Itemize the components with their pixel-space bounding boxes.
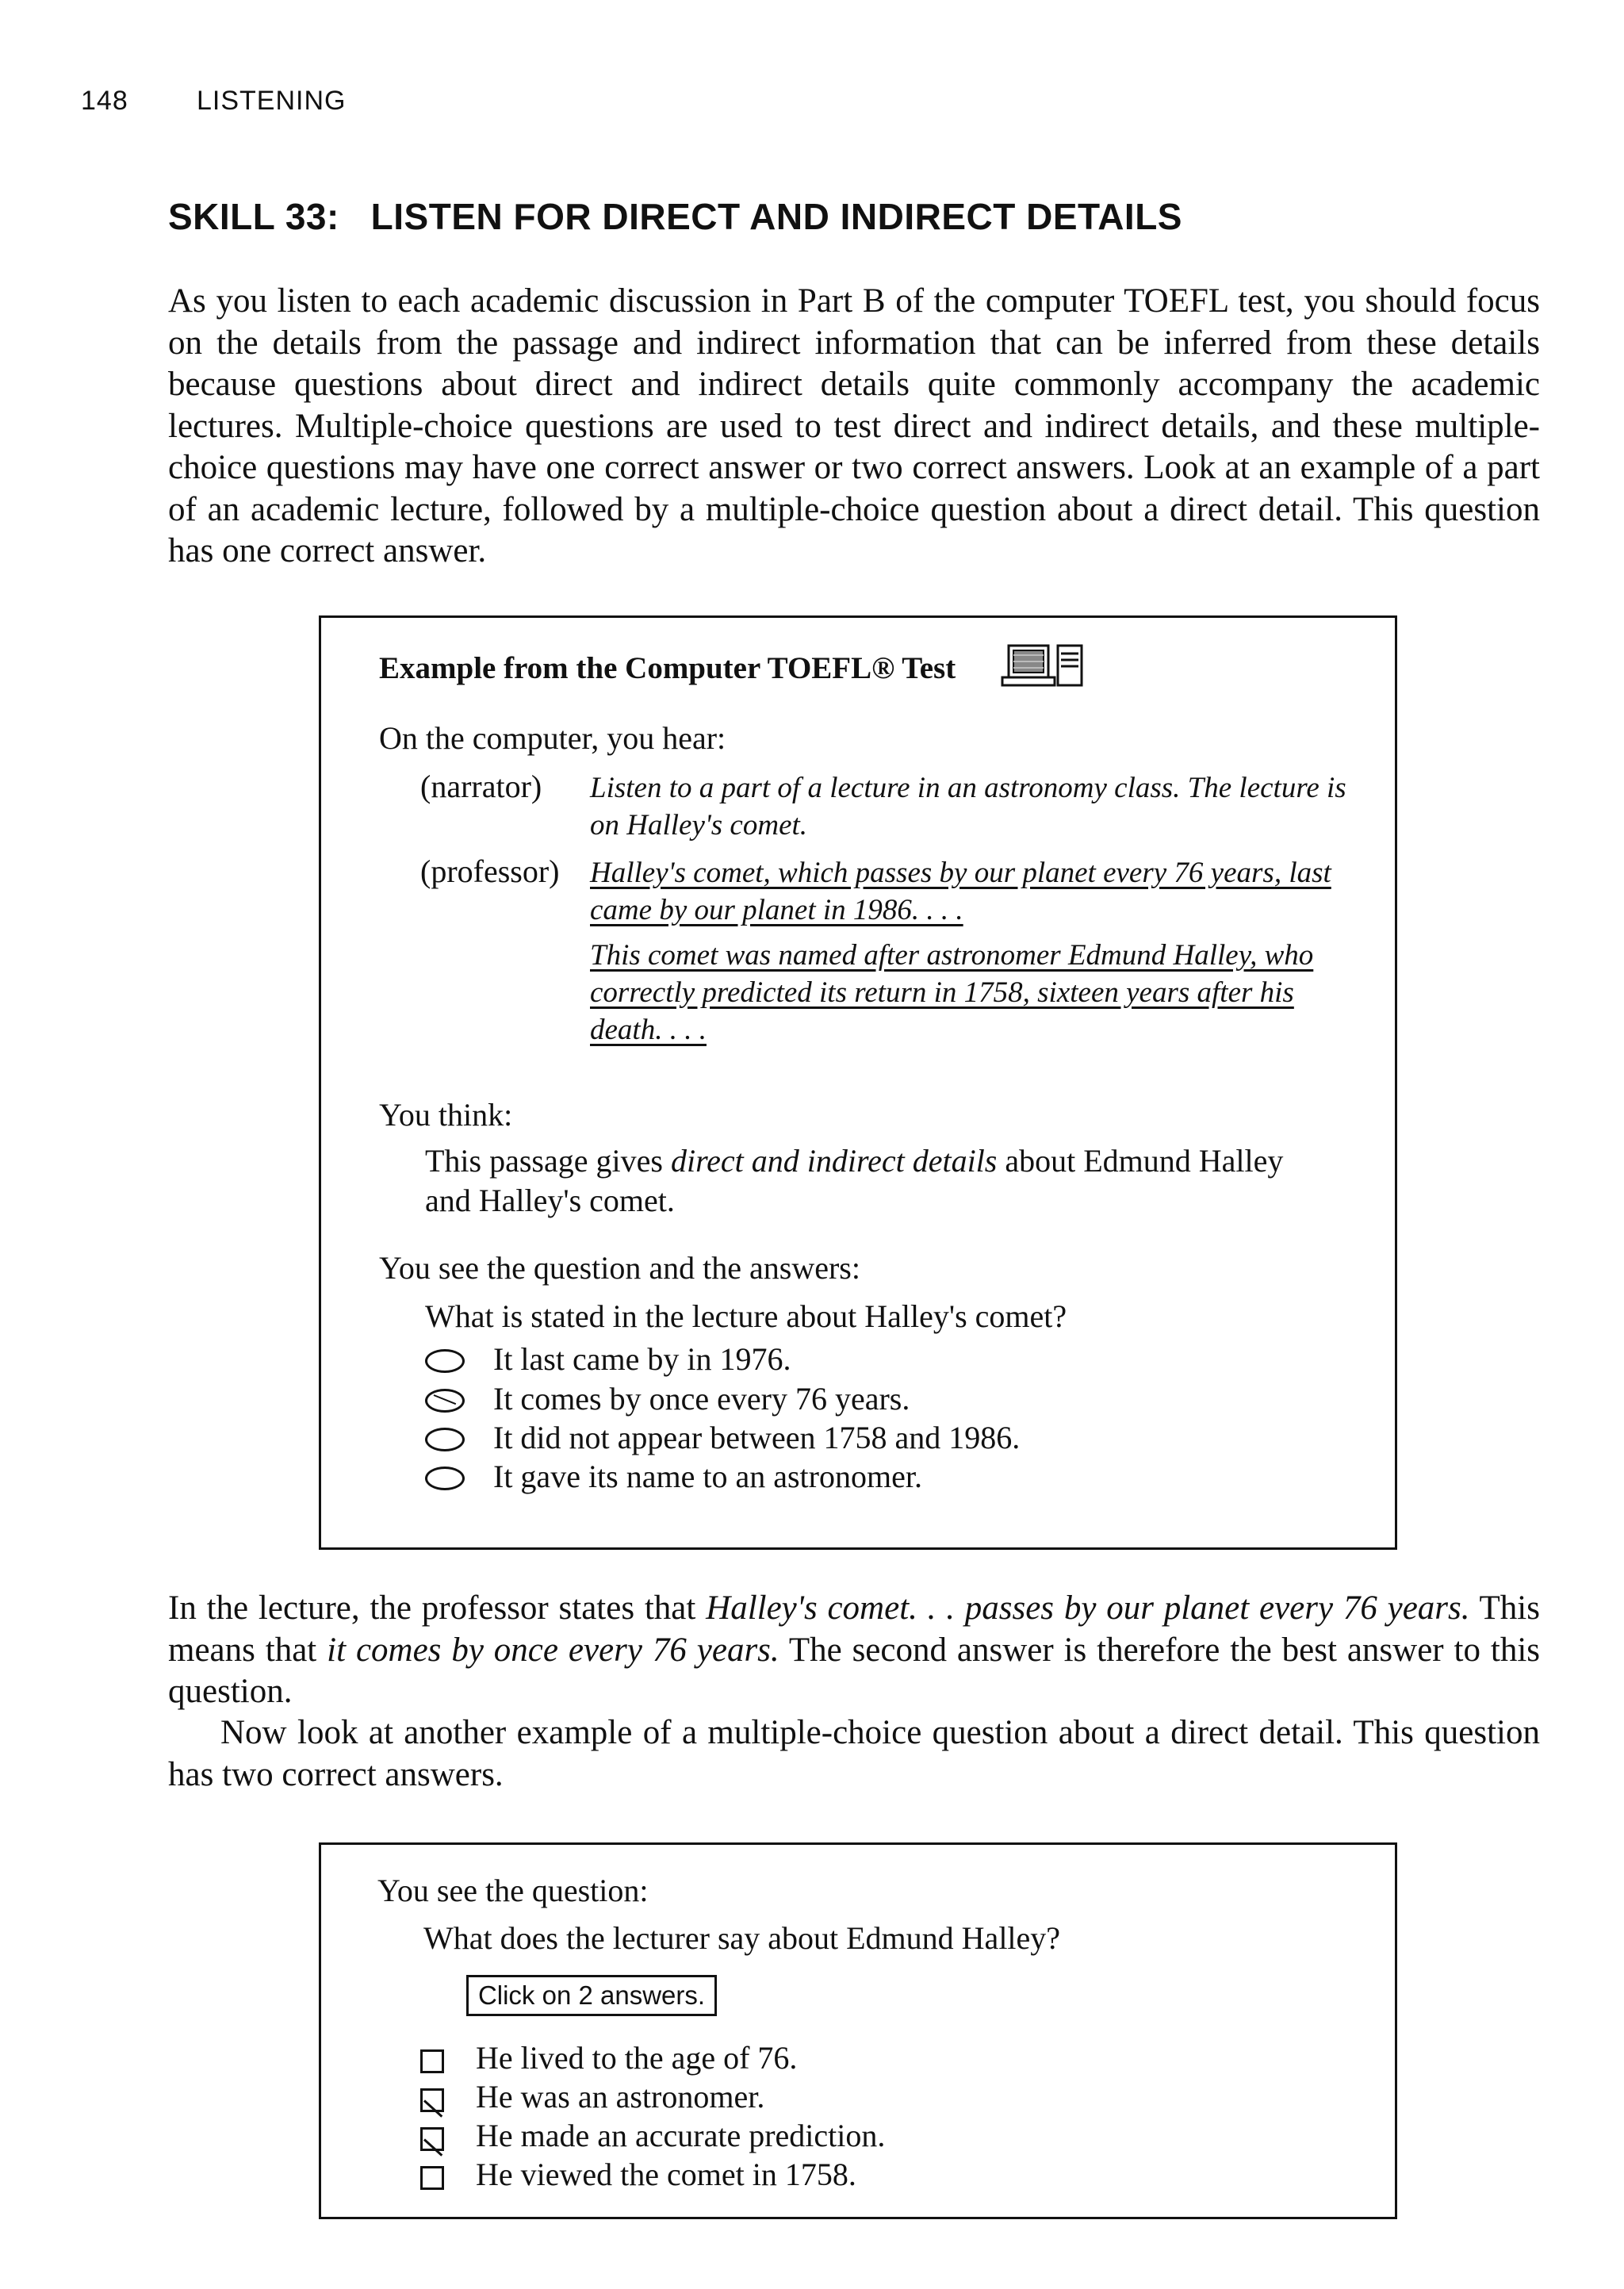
question-1: What is stated in the lecture about Halley's comet?	[425, 1298, 1067, 1334]
professor-paragraph-1: Halley's comet, which passes by our planet every 76 years, last came by our planet in 1986. . . .	[590, 857, 1331, 926]
radio-option-3[interactable]	[425, 1428, 465, 1451]
checkbox-option-1[interactable]	[420, 2049, 444, 2073]
you-hear-label: On the computer, you hear:	[379, 720, 726, 756]
radio-option-2[interactable]	[425, 1389, 465, 1413]
skill-title: LISTEN FOR DIRECT AND INDIRECT DETAILS	[370, 196, 1182, 237]
explanation-quote-2: it comes by once every 76 years.	[327, 1631, 779, 1669]
explanation-quote: Halley's comet. . . passes by our planet every 76 years.	[706, 1589, 1470, 1627]
explanation-text-3: The second answer is therefore the best answer to this question.	[168, 1631, 1540, 1710]
checkbox-option-2[interactable]	[420, 2088, 444, 2112]
checkbox-option-3[interactable]	[420, 2127, 444, 2151]
checkbox-option-2-text: He was an astronomer.	[476, 2079, 765, 2115]
explanation-text: In the lecture, the professor states that	[168, 1589, 696, 1627]
you-think-label: You think:	[379, 1097, 513, 1133]
explanation-text-2: This means that	[168, 1589, 1540, 1669]
checkbox-option-4-text: He viewed the comet in 1758.	[476, 2157, 856, 2192]
you-see-question-label: You see the question:	[377, 1873, 649, 1908]
option-2-text: It comes by once every 76 years.	[493, 1381, 910, 1417]
option-3-text: It did not appear between 1758 and 1986.	[493, 1420, 1021, 1455]
question-2: What does the lecturer say about Edmund Halley?	[423, 1920, 1061, 1956]
narrator-label: (narrator)	[420, 769, 542, 804]
example-title-text: Example from the Computer TOEFL® Test	[379, 651, 956, 685]
option-1-text: It last came by in 1976.	[493, 1341, 791, 1377]
explanation-paragraph-2	[168, 1712, 1540, 1796]
intro-paragraph: As you listen to each academic discussion in Part B of the computer TOEFL test, you should focus on the details from the passage and indirect information that can be inferred from these details because questions about direct and indirect details quite commonly accompany the academic lectures. Multiple-choice questions are used to test direct and indirect details, and these multiple-choice questions may have one correct answer or two correct answers. Look at an example of a part of an academic lecture, followed by a multiple-choice question about a direct detail. This question has one correct answer.	[168, 282, 1540, 569]
narrator-text: Listen to a part of a lecture in an astronomy class. The lecture is on Halley's comet.	[590, 772, 1346, 842]
explanation-paragraph-1	[168, 1588, 1540, 1713]
skill-number: SKILL 33:	[168, 196, 339, 237]
professor-label: (professor)	[420, 853, 560, 889]
you-think-line-2: and Halley's comet.	[425, 1183, 675, 1218]
you-think-text: This passage gives	[425, 1143, 663, 1179]
explanation-p2-text: Now look at another example of a multiple-choice question about a direct detail. This question has two correct answers.	[168, 1714, 1540, 1793]
you-think-text-cont: about Edmund Halley	[1005, 1143, 1284, 1179]
skill-heading	[168, 195, 1182, 238]
checkbox-option-4[interactable]	[420, 2166, 444, 2190]
you-see-label: You see the question and the answers:	[379, 1250, 860, 1286]
professor-text	[590, 854, 1351, 1049]
computer-icon	[1001, 642, 1090, 688]
click-two-answers-button[interactable]: Click on 2 answers.	[466, 1975, 717, 2016]
checkbox-option-1-text: He lived to the age of 76.	[476, 2040, 798, 2076]
you-think-line-1	[425, 1142, 1283, 1179]
you-think-emphasis: direct and indirect details	[670, 1143, 998, 1179]
page-number: 148	[81, 86, 128, 116]
checkbox-option-3-text: He made an accurate prediction.	[476, 2118, 886, 2153]
professor-paragraph-2: This comet was named after astronomer Edmund Halley, who correctly predicted its return in 1758, sixteen years after his death. . . .	[590, 939, 1314, 1046]
running-head: LISTENING	[197, 86, 347, 116]
radio-option-1[interactable]	[425, 1349, 465, 1373]
example-title	[379, 650, 956, 686]
radio-option-4[interactable]	[425, 1467, 465, 1490]
option-4-text: It gave its name to an astronomer.	[493, 1459, 922, 1494]
